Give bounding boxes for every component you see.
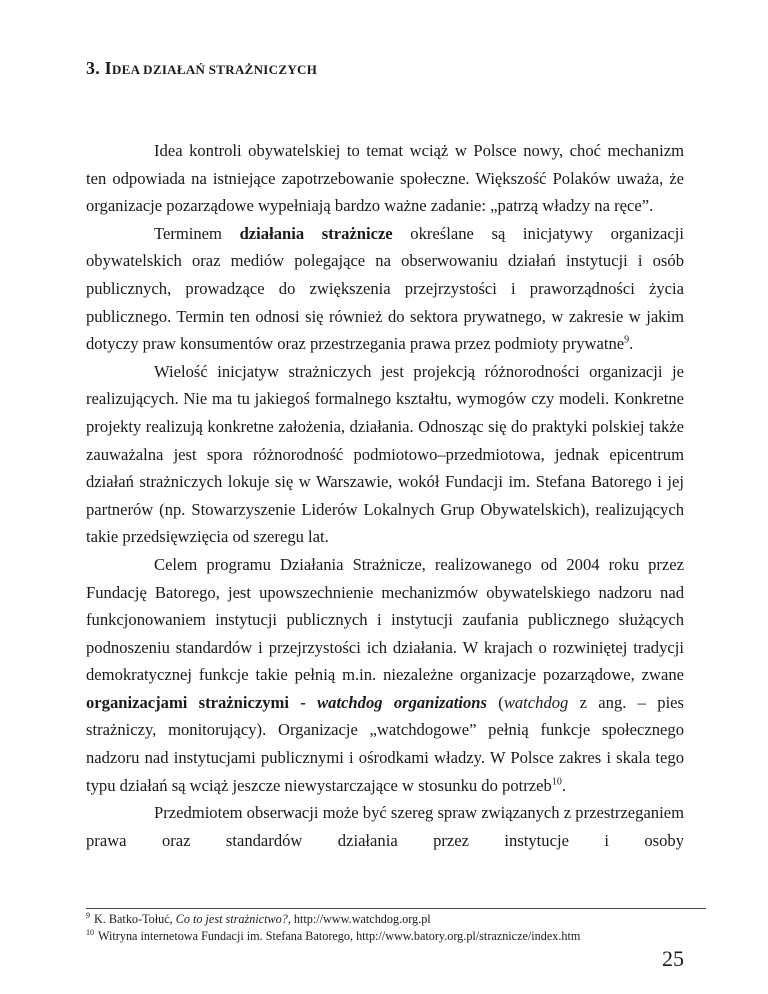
- footnote-9-url[interactable]: http://www.watchdog.org.pl: [290, 912, 431, 926]
- paragraph-4-paren: (: [498, 692, 504, 712]
- paragraph-5: [86, 799, 684, 854]
- term-dzialania-straznicze: działania strażnicze: [239, 223, 393, 243]
- paragraph-2-end: .: [629, 334, 634, 354]
- paragraph-4-text-a: Celem programu Działania Strażnicze, realizowanego od 2004 roku przez Fundację Batorego, jest upowszechnienie mechanizmów obywatelskiego nadzoru nad funkcjonowaniem instytucji publicznych i instytucji zaufania publicznego służących podnoszeniu standardów i przejrzystości ich działania. W krajach o rozwiniętej tradycji demokratycznej funkcje takie pełnią m.in. niezależne organizacje pozarządowe, zwane: [86, 554, 684, 685]
- body-text: [86, 137, 684, 854]
- section-title-rest: DEA DZIAŁAŃ STRAŻNICZYCH: [111, 62, 318, 77]
- section-number: 3.: [86, 58, 101, 78]
- footnotes: [86, 908, 706, 945]
- footnote-9-number: 9: [86, 910, 90, 920]
- footnote-10: [86, 928, 706, 945]
- footnote-ref-10: 10: [551, 776, 562, 788]
- footnote-9-title: Co to jest strażnictwo?,: [175, 912, 291, 926]
- footnote-9: [86, 911, 706, 928]
- paragraph-2-text-b: określane są inicjatywy organizacji obywatelskich oraz mediów polegające na obserwowaniu działań instytucji i osób publicznych, prowadzące do zwiększenia przejrzystości i praworządności życia publicznego. Termin ten odnosi się również do sektora prywatnego, w zakresie w jakim dotyczy praw konsumentów oraz przestrzegania prawa przez podmioty prywatne: [86, 223, 684, 354]
- paragraph-3-text: Wielość inicjatyw strażniczych jest projekcją różnorodności organizacji je realizujących. Nie ma tu jakiegoś formalnego kształtu, wymogów czy modeli. Konkretne projekty realizują konkretne założenia, działania. Odnosząc się do praktyki polskiej także zauważalna jest spora różnorodność podmiotowo–przedmiotowa, jednak epicentrum działań strażniczych lokuje się w Warszawie, wokół Fundacji im. Stefana Batorego i jej partnerów (np. Stowarzyszenie Liderów Lokalnych Grup Obywatelskich), realizujących takie przedsięwzięcia od szeregu lat.: [86, 361, 684, 547]
- term-watchdog-organizations: watchdog organizations: [317, 692, 487, 712]
- paragraph-1: [86, 137, 684, 220]
- term-watchdog: watchdog: [503, 692, 569, 712]
- section-heading: [86, 58, 317, 79]
- paragraph-2: [86, 220, 684, 358]
- footnote-ref-9: 9: [624, 334, 630, 346]
- footnote-10-text: Witryna internetowa Fundacji im. Stefana Batorego, http://www.batory.org.pl/straznicze/index.htm: [98, 929, 581, 943]
- paragraph-4: [86, 551, 684, 799]
- term-organizacje-straznicze: organizacjami strażniczymi -: [86, 692, 306, 712]
- paragraph-3: [86, 358, 684, 551]
- paragraph-1-text: Idea kontroli obywatelskiej to temat wciąż w Polsce nowy, choć mechanizm ten odpowiada na istniejące zapotrzebowanie społeczne. Większość Polaków uważa, że organizacje pozarządowe wypełniają bardzo ważne zadanie: „patrzą władzy na ręce”.: [86, 141, 684, 216]
- paragraph-4-text-c: z ang. – pies strażniczy, monitorujący). Organizacje „watchdogowe” pełnią funkcje społecznego nadzoru nad instytucjami publicznymi i ośrodkami władzy. W Polsce zakres i skala tego typu działań są wciąż jeszcze niewystarczające w stosunku do potrzeb: [86, 692, 684, 795]
- footnote-9-author: K. Batko-Tołuć,: [94, 912, 176, 926]
- paragraph-4-end: .: [561, 775, 566, 795]
- paragraph-5-text: Przedmiotem obserwacji może być szereg spraw związanych z przestrzeganiem prawa oraz standardów działania przez instytucje i osoby: [86, 803, 684, 850]
- paragraph-2-text-a: Terminem: [154, 223, 222, 243]
- page-number: 25: [662, 946, 684, 971]
- section-title-initial: I: [104, 58, 112, 78]
- footnote-10-number: 10: [86, 927, 94, 937]
